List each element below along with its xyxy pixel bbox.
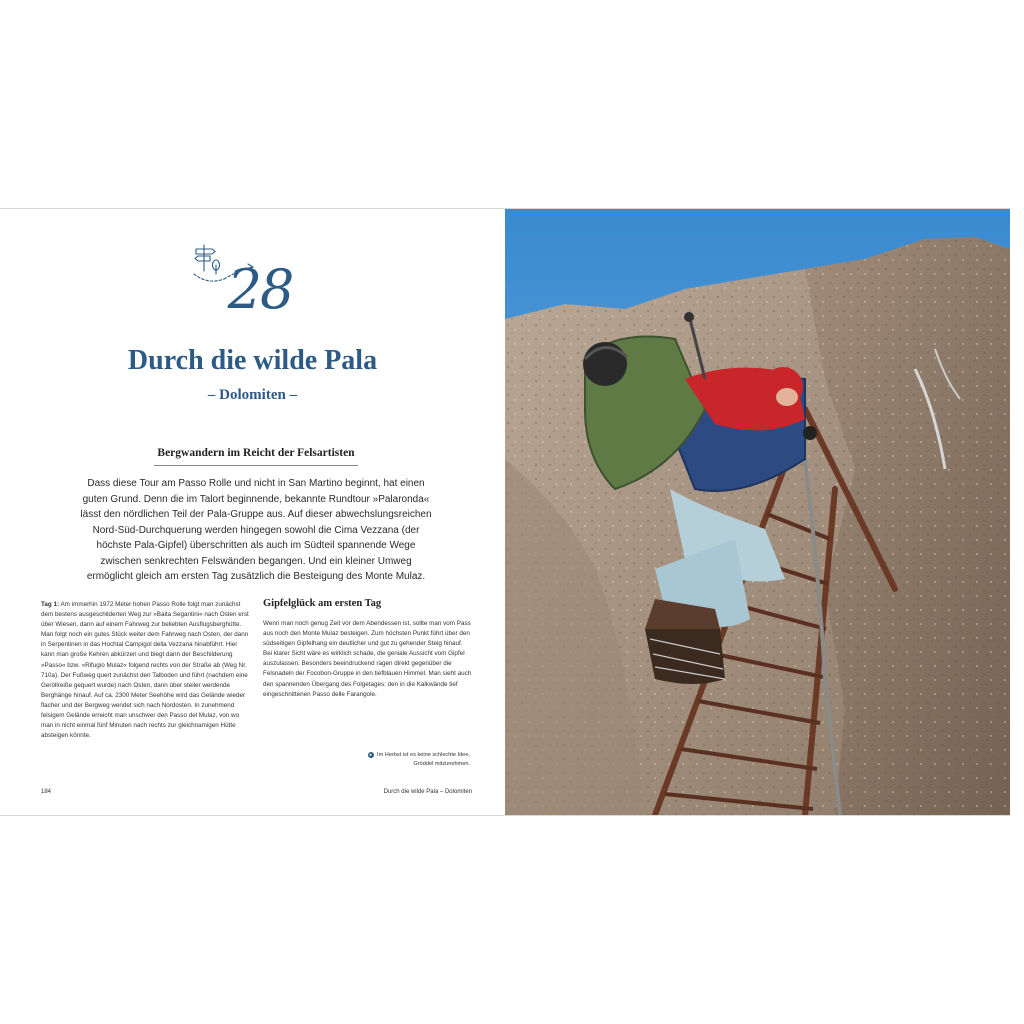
caption-line-2: Gröddel mitzunehmen. (413, 761, 470, 767)
right-column-heading: Gipfelglück am ersten Tag (263, 598, 382, 609)
section-heading: Bergwandern im Reicht der Felsartisten (154, 447, 358, 466)
right-column-text: Wenn man noch genug Zeit vor dem Abendessen ist, sollte man vom Pass aus noch den Monte Mulaz besteigen. Zum höchsten Punkt führt über den südseitigen Gipfelhang ein deutlicher und gut zu gehender Steig hinauf. Bei klarer Sicht wäre es wirklich schade, die geniale Aussicht vom Gipfel auszulassen. Besonders beeindruckend ragen direkt gegenüber die Felsnadeln der Focobon-Gruppe in den tiefblauen Himmel. Man sieht auch den spannenden Übergang des Folgetages: den in die Kalkwände tief eingeschnittenen Passo delle Farangole. (263, 620, 472, 698)
intro-paragraph: Dass diese Tour am Passo Rolle und nicht in San Martino beginnt, hat einen guten Grund. Denn die im Talort beginnende, bekannte Rundtour »Palaronda« lässt den nördlichen Teil der Pala-Gruppe aus. Auf dieser abwechslungsreichen Nord-Süd-Durchquerung werden hingegen sowohl die Cima Vezzana (der höchste Pala-Gipfel) überschritten als auch im Südteil spannende Wege zwischen senkrechten Felswänden begangen. Und ein kleiner Umweg ermöglicht gleich am ersten Tag zusätzlich die Besteigung des Monte Mulaz. (80, 478, 432, 582)
chapter-number: 28 (227, 258, 293, 321)
page-number: 184 (41, 789, 52, 795)
page-subtitle: – Dolomiten – (207, 387, 298, 403)
climber-photo (505, 209, 1010, 815)
running-footer: Durch die wilde Pala – Dolomiten (383, 789, 472, 795)
left-column-text (41, 600, 251, 741)
day-lead: Tag 1: (41, 601, 60, 608)
arrow-right-icon: ▸ (369, 751, 373, 758)
photo-illustration (505, 209, 1010, 815)
left-page (0, 209, 505, 815)
photo-caption (300, 751, 470, 769)
page-title: Durch die wilde Pala (127, 345, 378, 376)
caption-line-1: Im Herbst ist es keine schlechte Idee, (377, 752, 470, 758)
left-column-body: Am immerhin 1972 Meter hohen Passo Rolle folgt man zunächst dem bestens ausgeschilderten Weg zur »Baita Segantini« nach Osten erst über Wiesen, dann auf einem Fahrweg zur beliebten Ausflugsberghütte. Man folgt noch ein gutes Stück weiter dem Fahrweg nach Osten, der dann in Serpentinen in das Hochtal Campigol della Vezzana hinabführt. Hier kann man große Kehren abkürzen und biegt dann der Beschilderung »Passo« bzw. »Rifugio Mulaz« folgend rechts von der Straße ab (Weg Nr. 710a). Der Fußweg quert zunächst den Talboden und führt (nachdem eine Geröllreiße gequert wurde) nach Osten, dann über steiler werdende Berghänge hinauf. Auf ca. 2300 Meter Seehöhe wird das Gelände wieder flacher und der Bergweg wendet sich nach Nordosten. In zunehmend felsigem Gelände erreicht man unschwer den Passo del Mulaz, von wo man in nicht einmal fünf Minuten nach rechts zur gleichnamigen Hütte absteigen könnte. (41, 601, 249, 740)
book-spread (0, 208, 1010, 816)
